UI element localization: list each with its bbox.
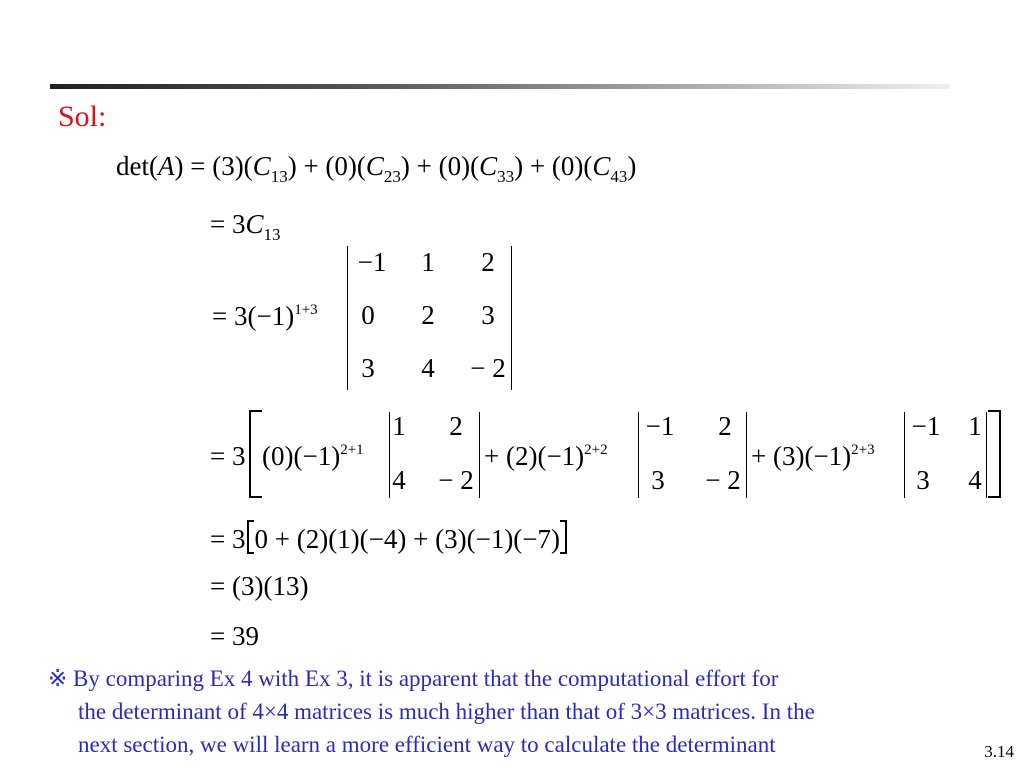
bracket-close <box>560 520 567 554</box>
minor2-cell: 3 <box>651 465 665 495</box>
solution-label: Sol: <box>58 100 107 133</box>
eq-part: 0 + (2)(1)(−4) + (3)(−1)(−7) <box>254 524 561 554</box>
det-expansion-line <box>116 150 636 186</box>
term-2-factor <box>484 440 608 477</box>
bracket-right-bottom <box>988 496 1001 498</box>
eq-part: + (2)(−1) <box>484 441 585 471</box>
minor1-cell: 4 <box>392 465 406 495</box>
minor3-cell: −1 <box>911 411 941 441</box>
matrix-cell: 0 <box>361 300 375 330</box>
superscript: 2+2 <box>584 442 608 458</box>
minor3-cell: 1 <box>968 411 982 441</box>
title-rule <box>50 84 950 89</box>
superscript: 2+1 <box>340 442 364 458</box>
term-1-factor <box>262 440 364 477</box>
eq-part: = 3(−1) <box>212 301 295 331</box>
note-line-2: the determinant of 4×4 matrices is much higher than that of 3×3 matrices. In the <box>78 699 815 724</box>
matrix-cell: − 2 <box>470 353 506 383</box>
note-line-1 <box>48 662 778 695</box>
note-line-3: next section, we will learn a more efficient way to calculate the determinant <box>78 732 776 757</box>
superscript: 1+3 <box>294 302 318 318</box>
term-3-factor <box>751 440 875 477</box>
cofactor-c43: C <box>592 151 611 181</box>
minor1-cell: − 2 <box>438 465 474 495</box>
matrix-cell: 1 <box>421 247 435 277</box>
page-number: 3.14 <box>984 742 1014 761</box>
matrix-cell: 4 <box>421 353 435 383</box>
eq-part: ) + (0)( <box>287 151 366 181</box>
cofactor-c13: C <box>252 151 271 181</box>
minor2-cell: − 2 <box>705 465 741 495</box>
equals-3-prefix: = 3 <box>210 441 246 471</box>
minor1-cell: 2 <box>449 411 463 441</box>
eq-part: = 3 <box>210 209 246 239</box>
matrix-symbol-a: A <box>157 151 175 181</box>
equals-3c13-line <box>210 208 281 244</box>
eq-part: (0)(−1) <box>262 441 341 471</box>
minor3-cell: 3 <box>916 465 930 495</box>
minor2-cell: −1 <box>645 411 675 441</box>
eq-part: + (3)(−1) <box>751 441 852 471</box>
eq-part: ) + (0)( <box>400 151 480 181</box>
minor1-cell: 1 <box>392 411 406 441</box>
matrix-cell: 3 <box>481 300 495 330</box>
sign-factor-line <box>212 300 318 337</box>
subscript: 13 <box>263 225 281 244</box>
bracket-left <box>249 410 251 498</box>
subscript: 43 <box>610 167 628 186</box>
numeric-expansion-line <box>210 520 567 555</box>
matrix-cell: 3 <box>361 353 375 383</box>
reference-mark-icon: ※ <box>48 666 68 691</box>
eq-part: ) <box>627 151 637 181</box>
minor3-cell: 4 <box>968 465 982 495</box>
matrix-cell: −1 <box>357 247 387 277</box>
eq-part: = 3 <box>210 524 246 554</box>
cofactor-c13: C <box>245 209 264 239</box>
eq-part: ) = (3)( <box>174 151 253 181</box>
eq-part: ) + (0)( <box>514 151 593 181</box>
superscript: 2+3 <box>851 442 875 458</box>
subscript: 23 <box>383 167 401 186</box>
matrix-cell: 2 <box>421 300 435 330</box>
bracket-left-bottom <box>249 496 262 498</box>
note-text: By comparing Ex 4 with Ex 3, it is apparent that the computational effort for <box>73 666 779 691</box>
cofactor-c23: C <box>365 151 384 181</box>
minor2-cell: 2 <box>718 411 732 441</box>
bracket-left-top <box>249 410 262 412</box>
subscript: 33 <box>497 167 515 186</box>
result-line: = 39 <box>210 621 259 651</box>
cofactor-c33: C <box>479 151 498 181</box>
product-line: = (3)(13) <box>210 571 309 601</box>
matrix-cell: 2 <box>481 247 495 277</box>
det-text: det( <box>116 151 158 181</box>
subscript: 13 <box>270 167 288 186</box>
